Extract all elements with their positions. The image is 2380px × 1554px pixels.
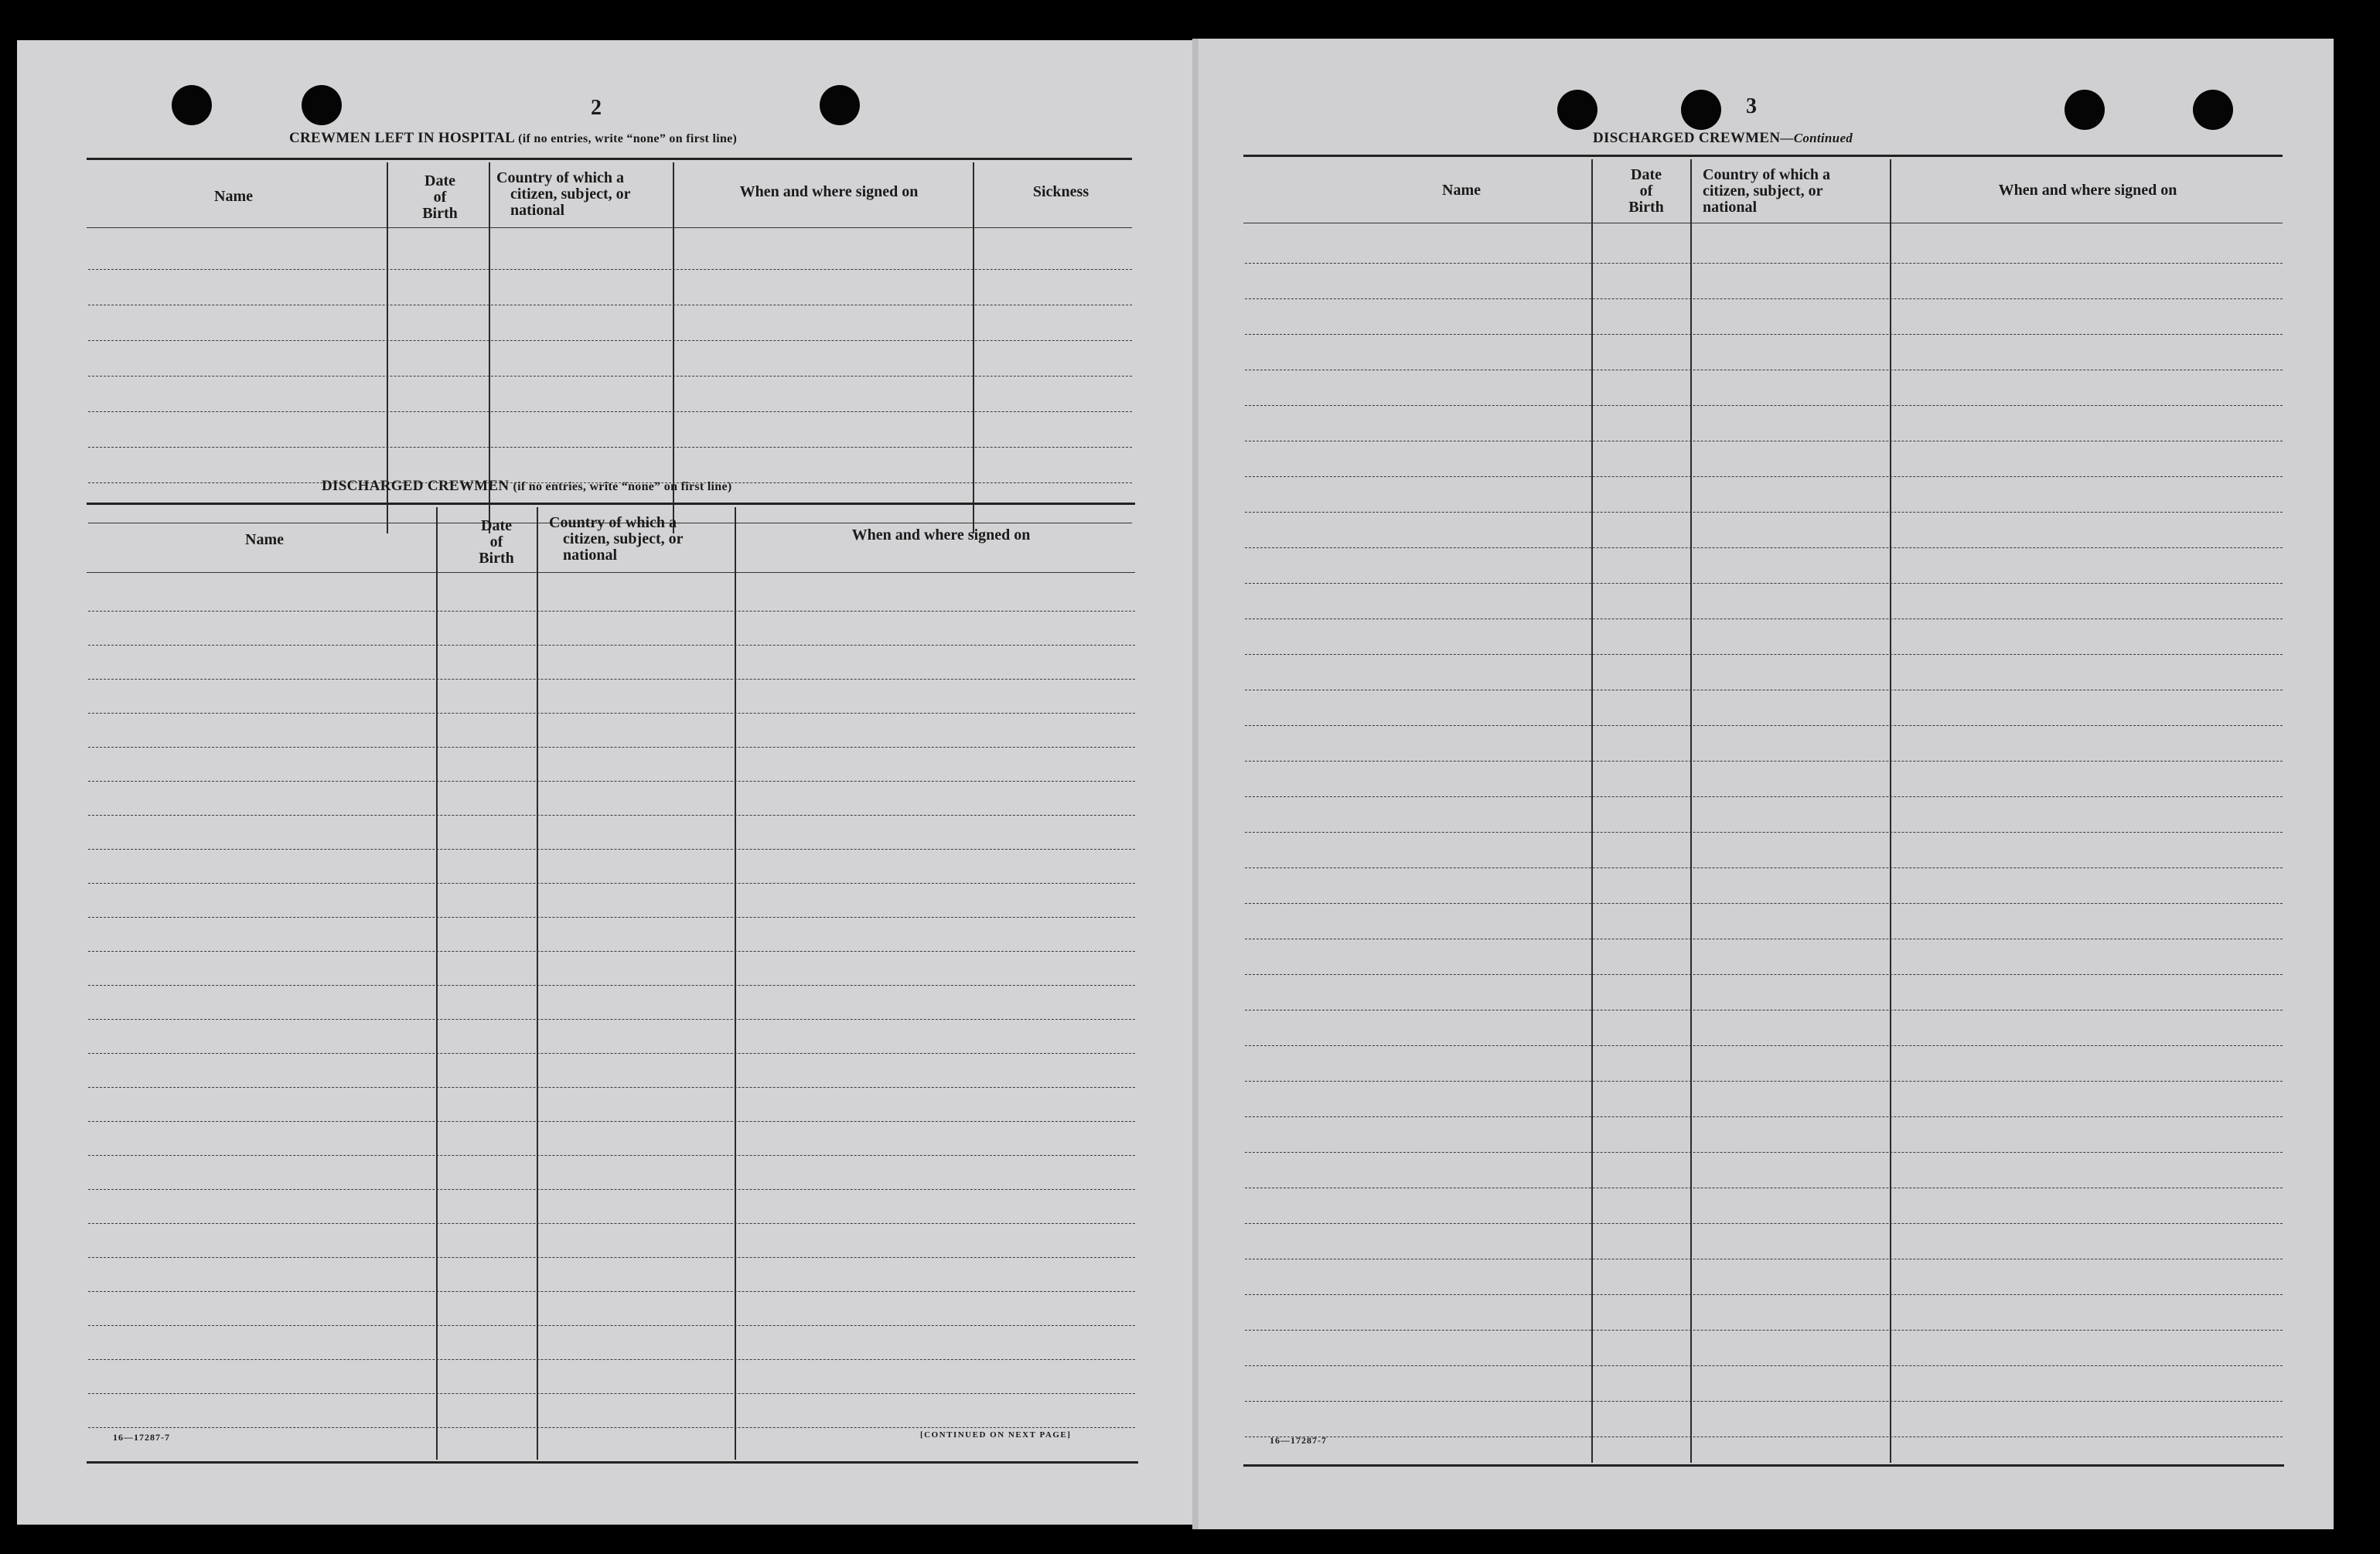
entry-line — [1245, 1436, 2283, 1437]
entry-line — [1245, 1152, 2283, 1153]
column-divider — [973, 162, 974, 533]
column-divider — [436, 507, 438, 1460]
entry-line — [88, 611, 1135, 612]
entry-line — [88, 747, 1135, 748]
left-page — [17, 40, 1192, 1525]
col-header-country: Country of which a citizen, subject, or national — [1703, 166, 1831, 216]
col-header-country: Country of which a citizen, subject, or national — [496, 169, 631, 219]
column-divider — [735, 507, 736, 1460]
col-header-name: Name — [214, 188, 253, 205]
discharged-title-text: DISCHARGED CREWMEN — [322, 478, 510, 494]
entry-line — [88, 1223, 1135, 1224]
discharged-section-title — [322, 478, 732, 495]
discharged-continued-title — [1593, 130, 1853, 147]
entry-line — [1245, 334, 2283, 335]
header-rule — [87, 572, 1135, 573]
entry-line — [88, 645, 1135, 646]
entry-line — [1245, 1223, 2283, 1224]
table-top-rule — [87, 503, 1135, 505]
entry-line — [1245, 405, 2283, 406]
entry-line — [1245, 263, 2283, 264]
entry-line — [88, 1325, 1135, 1326]
col-header-signed: When and where signed on — [851, 527, 1031, 544]
entry-line — [88, 269, 1132, 270]
right-page — [1199, 39, 2334, 1529]
entry-line — [1245, 1081, 2283, 1082]
entry-line — [88, 883, 1135, 884]
entry-line — [1245, 974, 2283, 975]
entry-line — [88, 1019, 1135, 1020]
punch-hole — [820, 85, 860, 125]
header-rule — [87, 227, 1132, 228]
entry-line — [1245, 1116, 2283, 1117]
entry-line — [88, 849, 1135, 850]
entry-line — [88, 376, 1132, 377]
punch-hole — [172, 85, 212, 125]
col-header-dob: Date of Birth — [422, 172, 458, 222]
column-divider — [1591, 159, 1593, 1463]
entry-line — [88, 1393, 1135, 1394]
punch-hole — [1557, 90, 1597, 130]
continued-suffix: —Continued — [1780, 131, 1853, 145]
entry-line — [88, 917, 1135, 918]
entry-line — [88, 1359, 1135, 1360]
entry-line — [88, 815, 1135, 816]
entry-line — [1245, 1330, 2283, 1331]
entry-line — [1245, 903, 2283, 904]
form-number: 16—17287-7 — [1270, 1435, 1327, 1446]
entry-line — [88, 340, 1132, 341]
col-header-country: Country of which a citizen, subject, or national — [549, 514, 684, 564]
entry-line — [1245, 476, 2283, 477]
page-number: 3 — [1746, 94, 1757, 118]
col-header-name: Name — [1442, 182, 1481, 199]
page-number: 2 — [591, 96, 602, 120]
entry-line — [88, 411, 1132, 412]
col-header-signed: When and where signed on — [739, 183, 919, 200]
entry-line — [1245, 832, 2283, 833]
entry-line — [1245, 1401, 2283, 1402]
entry-line — [88, 1053, 1135, 1054]
page-gutter — [1192, 39, 1199, 1529]
entry-line — [88, 679, 1135, 680]
entry-line — [88, 985, 1135, 986]
entry-line — [1245, 1294, 2283, 1295]
column-divider — [1690, 159, 1692, 1463]
entry-line — [88, 1189, 1135, 1190]
hospital-instruction-text: (if no entries, write “none” on first line) — [518, 132, 738, 145]
column-divider — [1890, 159, 1891, 1463]
table-top-rule — [1243, 155, 2283, 157]
entry-line — [88, 951, 1135, 952]
punch-hole — [2193, 90, 2233, 130]
punch-hole — [2065, 90, 2105, 130]
table-bottom-rule — [87, 1461, 1138, 1464]
entry-line — [88, 1121, 1135, 1122]
table-top-rule — [87, 158, 1132, 160]
entry-line — [88, 447, 1132, 448]
entry-line — [1245, 725, 2283, 726]
entry-line — [1245, 512, 2283, 513]
column-divider — [537, 507, 538, 1460]
entry-line — [1245, 761, 2283, 762]
entry-line — [88, 1257, 1135, 1258]
entry-line — [1245, 1045, 2283, 1046]
punch-hole — [1681, 90, 1721, 130]
entry-line — [1245, 547, 2283, 548]
entry-line — [88, 713, 1135, 714]
entry-line — [1245, 583, 2283, 584]
entry-line — [1245, 1365, 2283, 1366]
hospital-section-title — [289, 130, 737, 147]
form-number: 16—17287-7 — [113, 1432, 170, 1443]
discharged-continued-title-text: DISCHARGED CREWMEN — [1593, 130, 1781, 146]
col-header-signed: When and where signed on — [1998, 182, 2177, 199]
entry-line — [88, 1291, 1135, 1292]
col-header-dob: Date of Birth — [479, 517, 514, 567]
entry-line — [88, 1087, 1135, 1088]
col-header-sickness: Sickness — [1032, 183, 1089, 200]
continued-note: [CONTINUED ON NEXT PAGE] — [920, 1430, 1072, 1440]
entry-line — [88, 781, 1135, 782]
punch-hole — [302, 85, 342, 125]
entry-line — [1245, 298, 2283, 299]
discharged-instruction-text: (if no entries, write “none” on first line) — [513, 480, 732, 493]
col-header-name: Name — [245, 531, 284, 548]
hospital-title-text: CREWMEN LEFT IN HOSPITAL — [289, 130, 515, 146]
col-header-dob: Date of Birth — [1628, 166, 1664, 216]
entry-line — [1245, 867, 2283, 868]
table-bottom-rule — [1243, 1464, 2284, 1467]
entry-line — [88, 1155, 1135, 1156]
entry-line — [1245, 654, 2283, 655]
entry-line — [88, 1427, 1135, 1428]
entry-line — [1245, 796, 2283, 797]
